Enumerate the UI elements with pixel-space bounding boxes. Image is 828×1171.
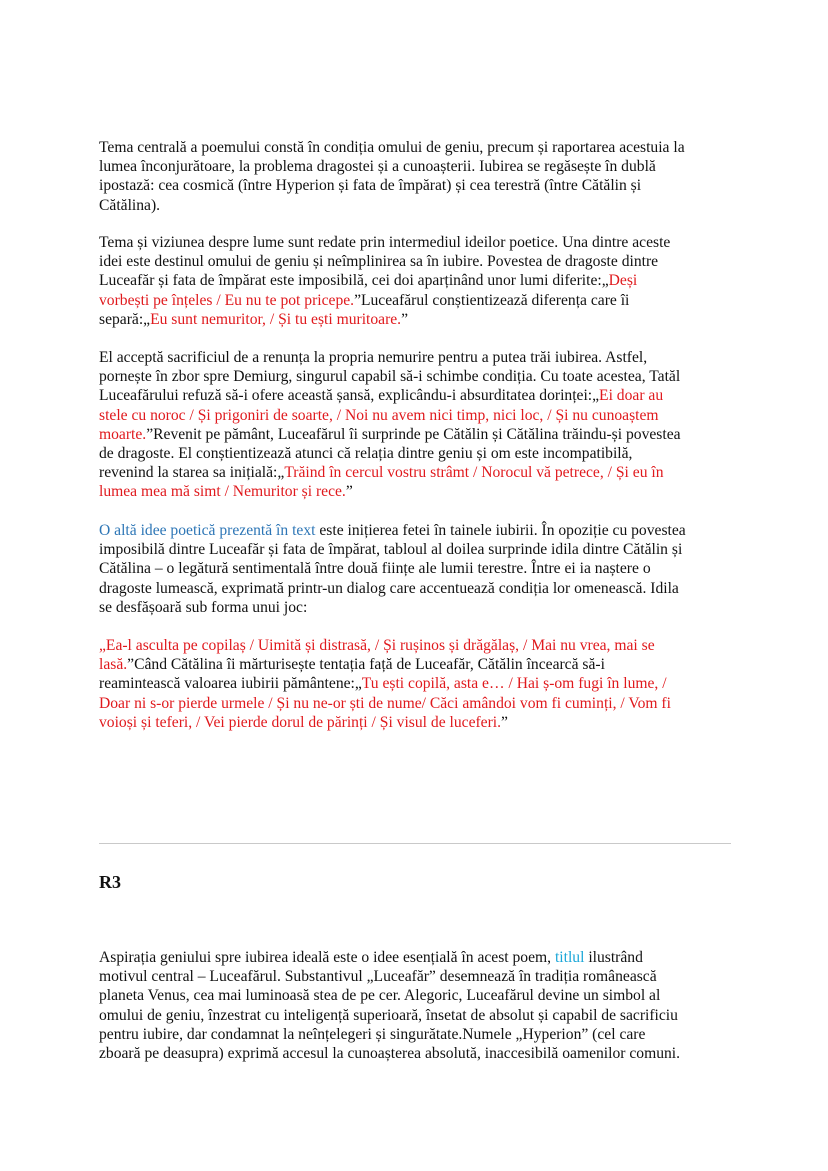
paragraph-idyll <box>99 636 739 732</box>
paragraph-text: Tema centrală a poemului constă în condiția omului de geniu, precum și raportarea acestuia la lumea înconjurătoare, la problema dragostei și a cunoașterii. Iubirea se regăsește în dublă ipostază: cea cosmică (între Hyperion și fata de împărat) și cea terestră (între Cătălin și Cătălina). <box>99 139 685 214</box>
paragraph-text: ” <box>501 713 508 731</box>
highlighted-word: titlul <box>554 949 585 966</box>
paragraph-text: ” <box>401 310 409 328</box>
paragraph-text: ilustrând motivul central – Luceafărul. Substantivul „Luceafăr” desemnează în tradiția românească planeta Venus, cea mai luminoasă stea de pe cer. Alegoric, Luceafărul devine un simbol al omului de geniu, înzestrat cu inteligență superioară, însetat de absolut și capabil de sacrificiu pentru iubire, dar condamnat la neînțelegeri și singurătate.Numele „Hyperion” (cel care zboară pe deasupra) exprimă accesul la cunoașterea absolută, inaccesibilă oamenilor comuni. <box>99 949 681 1063</box>
paragraph-text: ”Când Cătălina îi mărturisește tentația față de Luceafăr, Cătălin încearcă să-i reamintească valoarea iubirii pământene:„ <box>99 656 605 693</box>
paragraph-theme <box>99 138 739 215</box>
paragraph-text: Tema și viziunea despre lume sunt redate prin intermediul ideilor poetice. Una dintre aceste ideі este destinul omului de geniu și neîmplinirea sa în iubire. Povestea de dragoste dintre Luceafăr și fata de împărat este imposibilă, cei doi aparținând unor lumi diferite:„ <box>99 234 671 290</box>
paragraph-text: El acceptă sacrificiul de a renunța la propria nemurire pentru a putea trăi iubirea. Astfel, pornește în zbor spre Demiurg, singurul capabil să-i schimbe condiția. Cu toate acestea, Tatăl Luceafărului refuză să-i ofere această șansă, explicându-i absurditatea dorinței:„ <box>99 349 681 405</box>
quote: Trăind în cercul vostru strâmt / Norocul vă petrece, / Și eu în lumea mea mă simt / Nemuritor și rece. <box>99 464 664 501</box>
paragraph-sacrifice <box>99 348 739 502</box>
quote: „Ea-l asculta pe copilaș / Uimită și distrasă, / Și rușinos și drăgălaș, / Mai nu vrea, mai se lasă. <box>99 637 655 674</box>
paragraph-title-motif <box>99 948 739 1063</box>
horizontal-divider <box>99 843 731 844</box>
paragraph-text: ”Revenit pe pământ, Luceafărul îi surprinde pe Cătălin și Cătălina trăindu-și povestea de dragoste. El conștientizează atunci că relația dintre geniu și om este incompatibilă, revenind la starea sa inițială:„ <box>99 425 681 482</box>
section-heading: R3 <box>99 872 121 892</box>
quote: Eu sunt nemuritor, / Și tu ești muritoare. <box>150 310 402 328</box>
highlighted-phrase: O altă idee poetică prezentă în text <box>99 522 316 539</box>
paragraph-initiation <box>99 521 739 617</box>
paragraph-vision <box>99 233 739 329</box>
quote: Ei doar au stele cu noroc / Și prigoniri de soarte, / Noi nu avem nici timp, nici loc, / Și nu cunoaștem moarte. <box>99 387 664 443</box>
paragraph-text: Aspirația geniului spre iubirea ideală este o idee esențială în acest poem, <box>99 949 555 966</box>
paragraph-text: este inițierea fetei în tainele iubirii. În opoziție cu povestea imposibilă dintre Luceafăr și fata de împărat, tabloul al doilea surprinde idila dintre Cătălin și Cătălina – o legătură sentimentală între două ființe ale lumii terestre. Între ei ia naștere o dragoste lumească, exprimată printr-un dialog care accentuează condiția lor omenească. Idila se desfășoară sub forma unui joc: <box>99 522 686 616</box>
quote: Tu ești copilă, asta e… / Hai ș-om fugi în lume, / Doar ni s-or pierde urmele / Și nu ne-or ști de nume/ Căci amândoi vom fi cuminți, / Vom fi voioși și teferi, / Vei pierde dorul de părinți / Și visul de luceferi. <box>99 675 671 731</box>
quote: Deși vorbești pe înțeles / Eu nu te pot pricepe. <box>99 272 638 309</box>
paragraph-text: ”Luceafărul conștientizează diferența care îi separă:„ <box>99 291 630 328</box>
paragraph-text: ” <box>345 483 353 501</box>
